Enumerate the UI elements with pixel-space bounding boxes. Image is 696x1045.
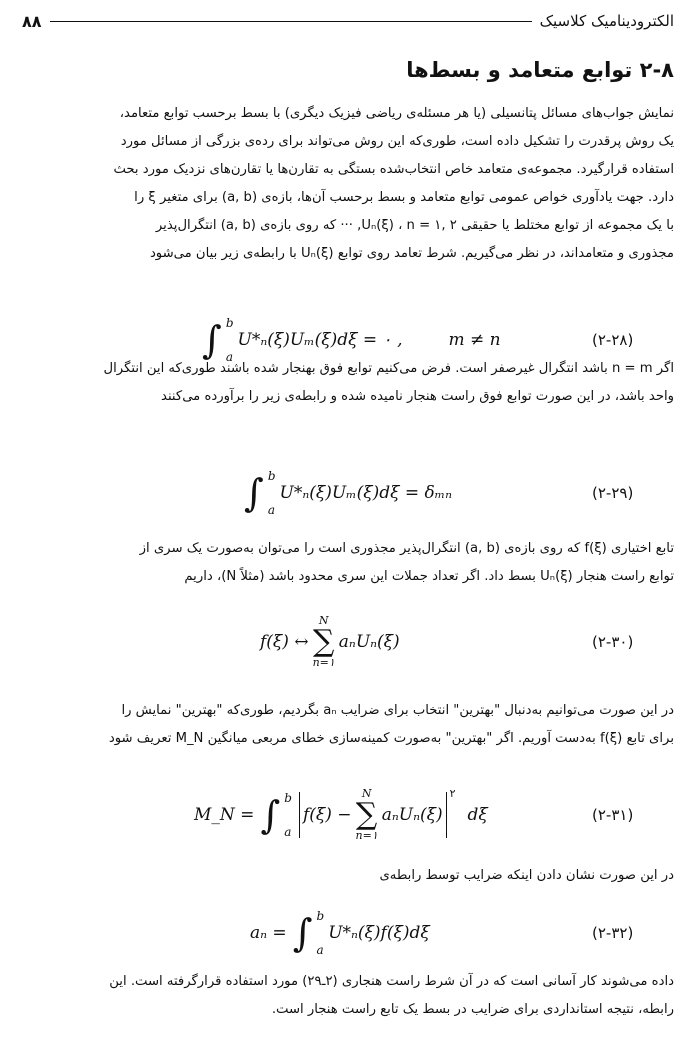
upper-limit: b: [316, 909, 325, 923]
condition: m ≠ n: [448, 330, 501, 350]
summand: aₙUₙ(ξ): [338, 632, 400, 652]
page: [22, 0, 674, 1045]
text-line: داده می‌شوند کار آسانی است که در آن شرط راست هنجاری (۲ـ۲۹) مورد استفاده قرارگرفته است. این: [109, 974, 674, 989]
upper-limit: b: [284, 791, 292, 805]
header-rule: [50, 21, 532, 22]
lower-limit: a: [316, 943, 324, 957]
paragraph-coefficients: [22, 862, 674, 890]
exponent: ۲: [449, 786, 456, 800]
integral-sign: ∫: [292, 911, 313, 955]
equation-number: (۲-۳۲): [592, 924, 634, 942]
paragraph-best-fit: [22, 697, 674, 753]
equation-number: (۲-۳٠): [592, 633, 634, 651]
lower-limit: a: [284, 825, 292, 839]
absolute-bar-left: [299, 792, 300, 838]
text-line: تابع اختیاری f(ξ) که روی بازه‌ی (a, b) انتگرال‌پذیر مجذوری است را می‌توان به‌صورت یک سری از: [139, 541, 674, 556]
absolute-bar-right: [446, 792, 447, 838]
equation-2-31: [22, 780, 674, 850]
text-line: با یک مجموعه از توابع مختلط یا حقیقی Uₙ(ξ) ، n = ۱, ۲, ··· که روی بازه‌ی (a, b) انتگرال‌پذیر: [155, 218, 674, 233]
summation: [313, 615, 335, 669]
equation-number: (۲-۳۱): [592, 806, 634, 824]
integral-sign: ∫: [260, 793, 281, 837]
equation-2-30: [22, 610, 674, 674]
paragraph-normalization: [22, 355, 674, 411]
paragraph-intro: [22, 100, 674, 268]
equation-2-29: [22, 463, 674, 523]
lhs: aₙ =: [250, 923, 287, 943]
text-line: مجذوری و متعامداند، در نظر می‌گیریم. شرط تعامد روی توابع Uₙ(ξ) با رابطه‌ی زیر بیان می‌شود: [149, 246, 674, 261]
integral-sign: ∫: [244, 471, 264, 515]
paragraph-conclusion: [22, 968, 674, 1024]
integral-limits: [284, 791, 292, 839]
summation: [356, 788, 378, 842]
integrand: U*ₙ(ξ)Uₘ(ξ)dξ = ٠ ,: [237, 330, 403, 350]
equation-number: (۲-۲۸): [592, 331, 634, 349]
upper-limit: b: [225, 316, 234, 330]
upper-limit: b: [267, 469, 276, 483]
lower-limit: a: [225, 350, 233, 364]
text-line: دارد. جهت یادآوری خواص عمومی توابع متعامد و بسط برحسب آن‌ها، بازه‌ی (a, b) برای متغیر ξ را: [134, 190, 674, 205]
text-line: در این صورت می‌توانیم به‌دنبال "بهترین" انتخاب برای ضرایب aₙ بگردیم، طوری‌که "بهترین" نمایش را: [121, 703, 674, 718]
book-title: الکترودینامیک کلاسیک: [539, 12, 674, 30]
integrand: U*ₙ(ξ)Uₘ(ξ)dξ = δₘₙ: [279, 483, 453, 503]
sigma-symbol: ∑: [355, 797, 378, 832]
text-line: نمایش جواب‌های مسائل پتانسیلی (یا هر مسئله‌ی ریاضی فیزیک دیگری) با بسط برحسب توابع متعامد،: [119, 106, 674, 121]
integral-limits: [317, 909, 325, 957]
summand: aₙUₙ(ξ): [381, 805, 443, 825]
lhs: f(ξ) ↔: [260, 632, 309, 652]
integral-sign: ∫: [202, 318, 222, 362]
integrand: U*ₙ(ξ)f(ξ)dξ: [328, 923, 430, 943]
text-line: اگر n = m باشد انتگرال غیرصفر است. فرض می‌کنیم توابع فوق بهنجار شده باشند طوری‌که این انتگرال: [103, 361, 674, 376]
text-line: توابع راست هنجار Uₙ(ξ) بسط داد. اگر تعداد جملات این سری محدود باشد (مثلاً N)، داریم: [184, 569, 674, 584]
text-line: واحد باشد، در این صورت توابع فوق راست هنجار نامیده شده و رابطه‌ی زیر را برآورده می‌کنند: [161, 389, 674, 404]
inner-left: f(ξ) −: [302, 805, 352, 825]
differential: dξ: [467, 805, 488, 825]
text-line: برای تابع f(ξ) به‌دست آوریم. اگر "بهترین" به‌صورت کمینه‌سازی خطای مربعی میانگین M_N تعریف شود: [108, 731, 674, 746]
equation-number: (۲-۲۹): [592, 484, 634, 502]
sum-lower: n=۱: [312, 656, 335, 669]
lhs: M_N =: [194, 805, 255, 825]
lower-limit: a: [267, 503, 275, 517]
equation-2-32: [22, 903, 674, 963]
integral-limits: [268, 469, 276, 517]
paragraph-expansion: [22, 535, 674, 591]
section-heading: ۲-۸ توابع متعامد و بسط‌ها: [406, 58, 674, 82]
text-line: رابطه، نتیجه استانداردی برای ضرایب در بسط یک تابع راست هنجار است.: [271, 1002, 674, 1017]
page-number: ۸۸: [22, 11, 42, 31]
sum-upper: N: [318, 613, 329, 627]
running-header: [22, 10, 674, 32]
text-line: در این صورت نشان دادن اینکه ضرایب توسط رابطه‌ی: [379, 868, 674, 883]
text-line: استفاده قرارگیرد. مجموعه‌ی متعامد خاص انتخاب‌شده بستگی به تقارن‌ها یا تقارن‌های نزدیک مورد بحث: [113, 162, 674, 177]
text-line: یک روش پرقدرت را تشکیل داده است، طوری‌که این روش می‌تواند برای رده‌ی بزرگی از مسائل مورد: [120, 134, 674, 149]
sum-upper: N: [361, 786, 372, 800]
sigma-symbol: ∑: [312, 624, 335, 659]
sum-lower: n=۱: [355, 829, 378, 842]
